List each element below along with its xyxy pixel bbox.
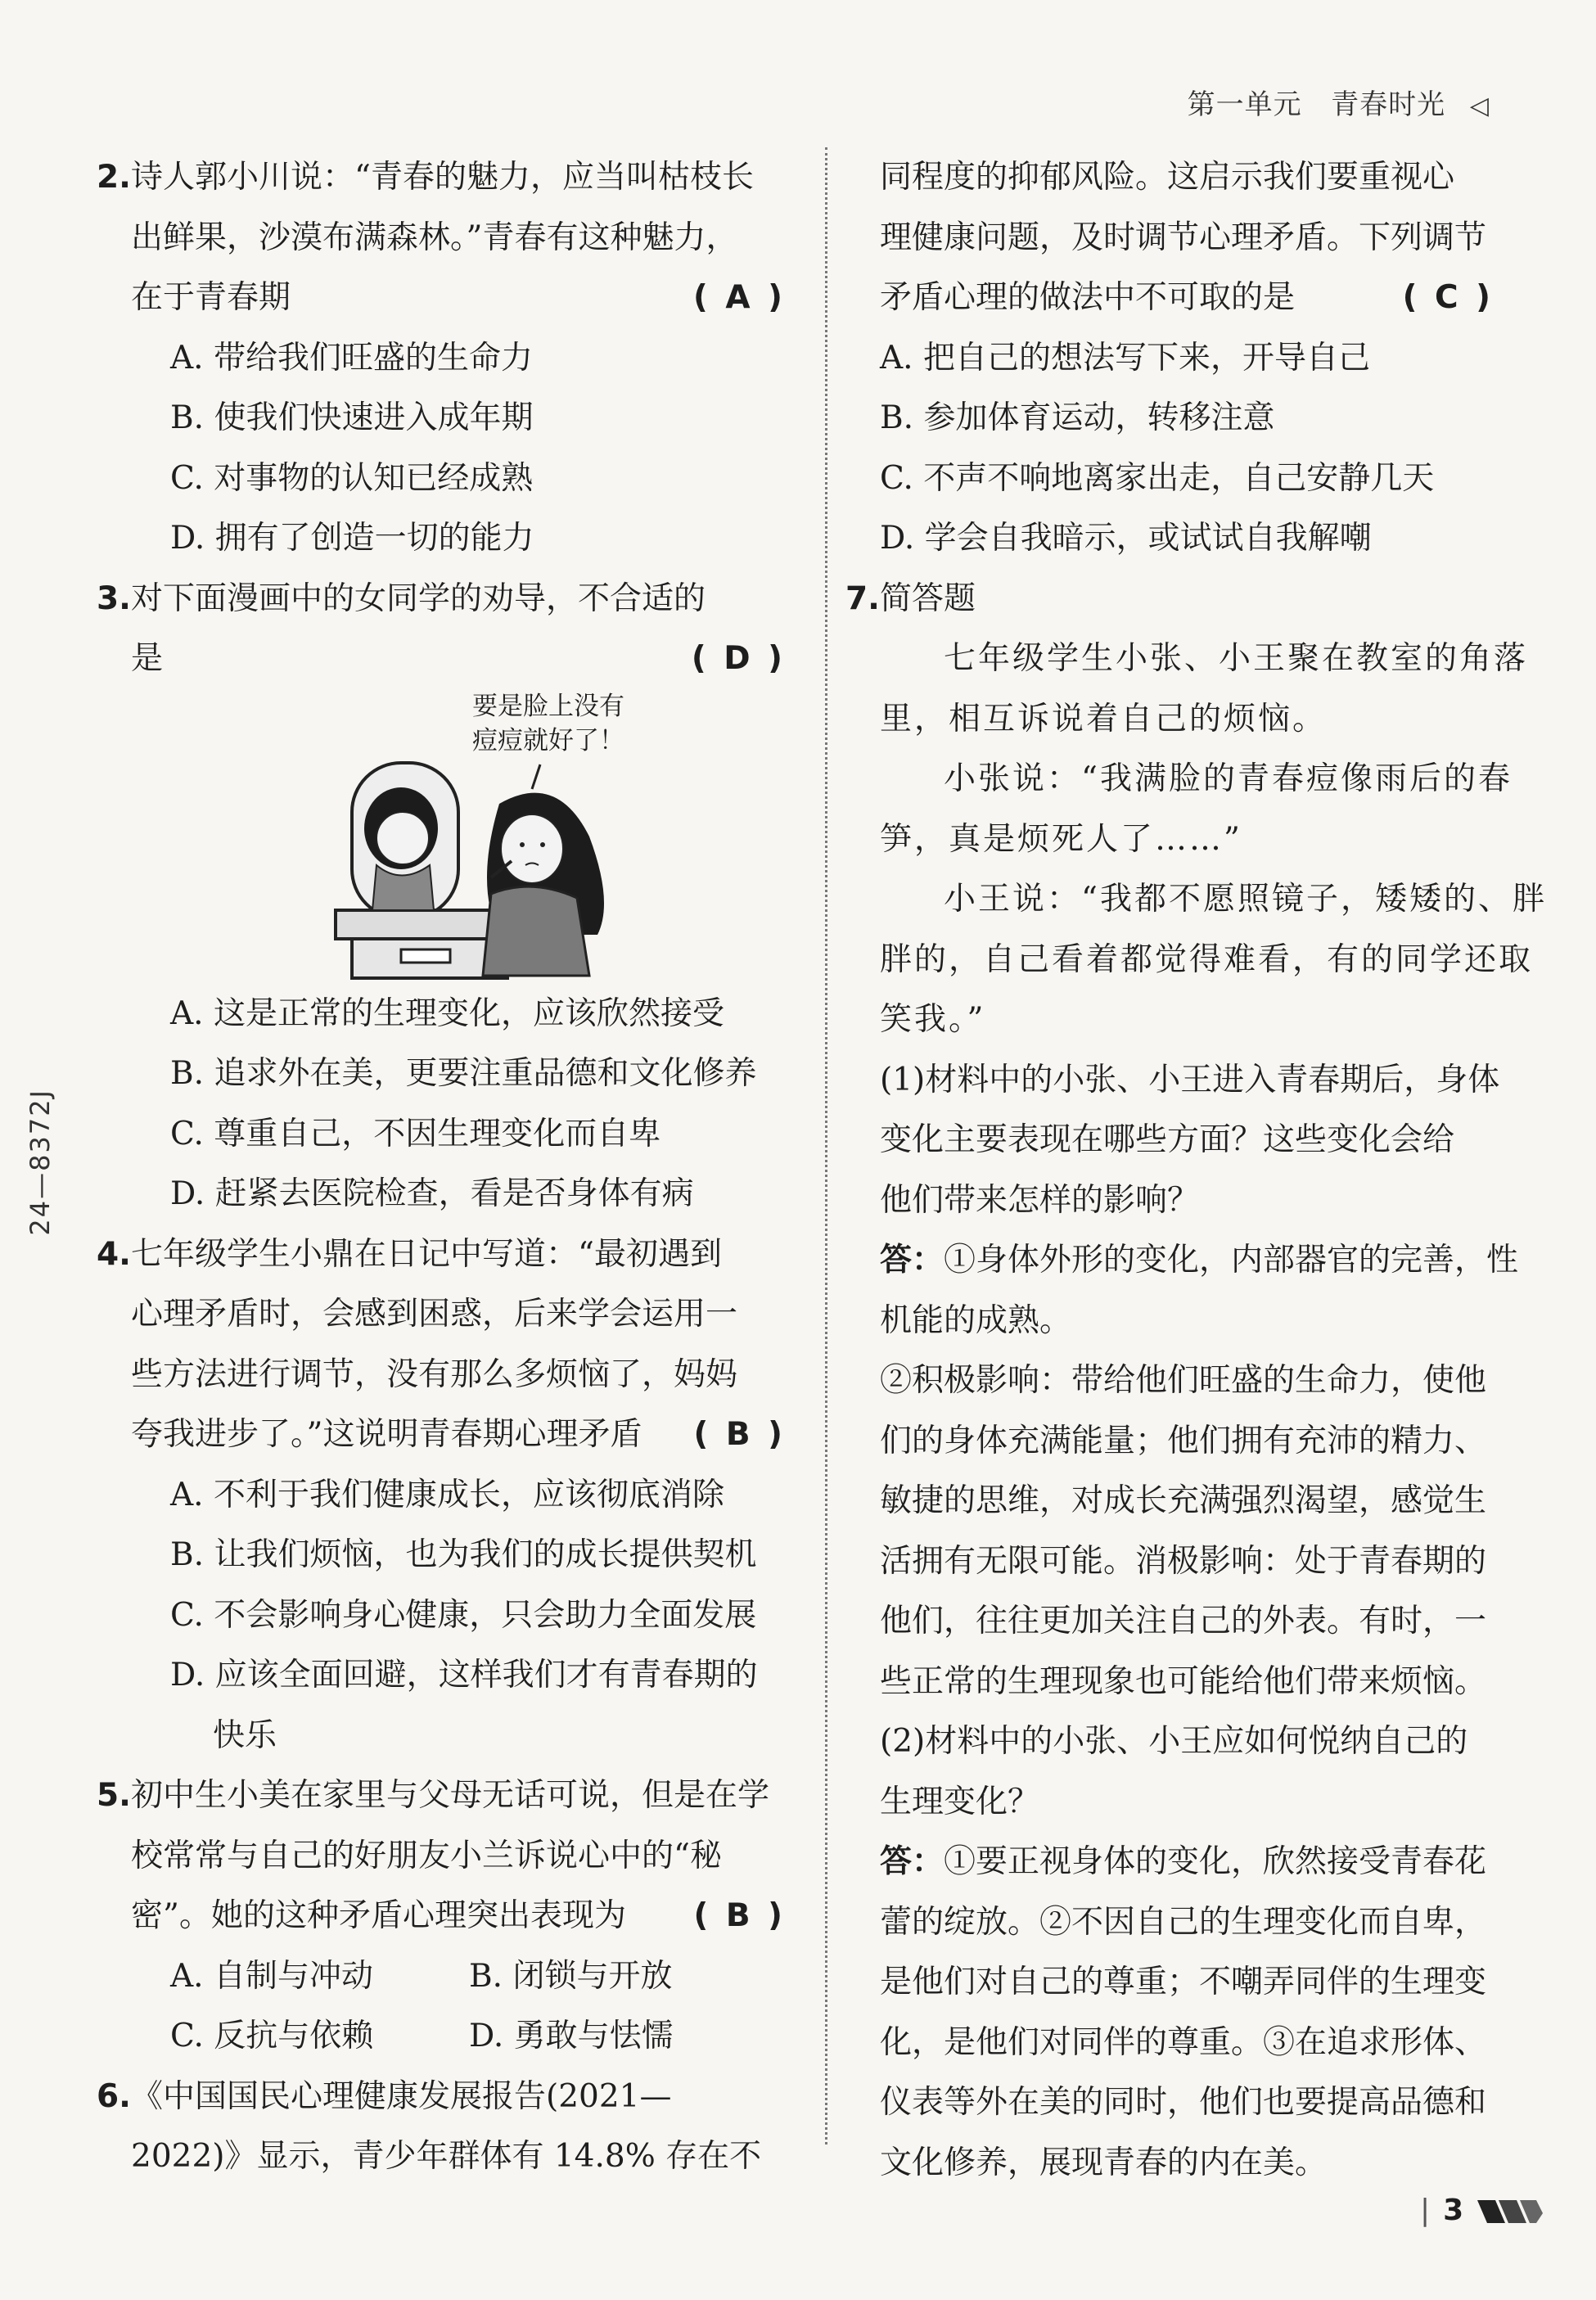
girl-mirror-drawing	[131, 689, 786, 984]
bubble-line: 要是脸上没有	[472, 691, 624, 721]
option: C. 反抗与依赖	[170, 2018, 374, 2054]
question-text: 2022)》显示，青少年群体有 14.8% 存在不	[131, 2138, 762, 2175]
sub-question: 生理变化？	[880, 1783, 1040, 1820]
question-text: 矛盾心理的做法中不可取的是	[880, 279, 1296, 316]
answer-label: 答：	[880, 1242, 945, 1279]
answer-mark: ( A )	[693, 279, 786, 316]
answer-text: 蕾的绽放。②不因自己的生理变化而自卑，	[880, 1903, 1487, 1941]
bubble-line: 痘痘就好了！	[472, 725, 624, 755]
option: D. 学会自我暗示，或试试自我解嘲	[880, 520, 1372, 557]
question-number: 4.	[97, 1235, 131, 1273]
answer-text: 敏捷的思维，对成长充满强烈渴望，感觉生	[880, 1482, 1487, 1519]
question-text: 同程度的抑郁风险。这启示我们要重视心	[880, 159, 1455, 196]
material-text: 笋，真是烦死人了……”	[880, 820, 1242, 858]
question-number: 2.	[97, 159, 131, 196]
question-text: 密”。她的这种矛盾心理突出表现为	[131, 1897, 626, 1934]
question-text: 初中生小美在家里与父母无话可说，但是在学	[131, 1777, 770, 1814]
option: B. 使我们快速进入成年期	[170, 399, 534, 436]
answer-text: 们的身体充满能量；他们拥有充沛的精力、	[880, 1422, 1487, 1459]
answer-text: 活拥有无限可能。消极影响：处于青春期的	[880, 1542, 1487, 1580]
question-number: 7.	[845, 580, 880, 617]
option: A. 把自己的想法写下来，开导自己	[880, 339, 1370, 377]
separator: |	[1420, 2194, 1431, 2227]
page-header	[1188, 82, 1490, 122]
option-continued: 快乐	[213, 1716, 277, 1754]
sub-question: (1)材料中的小张、小王进入青春期后，身体	[880, 1061, 1500, 1098]
question-text: 《中国国民心理健康发展报告(2021—	[131, 2077, 672, 2115]
sub-question: 变化主要表现在哪些方面？这些变化会给	[880, 1121, 1455, 1158]
answer-text: ①要正视身体的变化，欣然接受青春花	[944, 1843, 1487, 1880]
question-7	[845, 569, 1547, 2194]
answer-label: 答：	[880, 1843, 945, 1880]
answer-text: 文化修养，展现青春的内在美。	[880, 2144, 1328, 2181]
answer-text: ②积极影响：带给他们旺盛的生命力，使他	[880, 1362, 1487, 1399]
option: A. 自制与冲动	[170, 1957, 373, 1995]
material-text: 小张说：“我满脸的青春痘像雨后的春	[944, 760, 1513, 797]
question-text: 在于青春期	[131, 279, 291, 316]
question-text: 夸我进步了。”这说明青春期心理矛盾	[131, 1416, 642, 1453]
question-2	[97, 147, 786, 569]
right-column	[845, 147, 1547, 2193]
answer-mark: ( B )	[693, 1416, 786, 1453]
question-text: 些方法进行调节，没有那么多烦恼了，妈妈	[131, 1355, 738, 1393]
question-number: 3.	[97, 580, 131, 617]
option: B. 追求外在美，更要注重品德和文化修养	[170, 1055, 757, 1092]
question-text: 心理矛盾时，会感到困惑，后来学会运用一	[131, 1296, 738, 1333]
question-text: 是	[131, 640, 164, 677]
option: A. 带给我们旺盛的生命力	[170, 339, 533, 377]
answer-text: 仪表等外在美的同时，他们也要提高品德和	[880, 2084, 1487, 2121]
option: D. 勇敢与怯懦	[469, 2018, 674, 2054]
answer-text: 他们，往往更加关注自己的外表。有时，一	[880, 1603, 1487, 1639]
answer-text: ①身体外形的变化，内部器官的完善，性	[944, 1242, 1519, 1279]
option: A. 不利于我们健康成长，应该彻底消除	[170, 1476, 724, 1513]
question-title: 简答题	[880, 580, 976, 617]
option: C. 不声不响地离家出走，自己安静几天	[880, 459, 1435, 497]
question-text: 诗人郭小川说：“青春的魅力，应当叫枯枝长	[131, 159, 754, 196]
sub-question: (2)材料中的小张、小王应如何悦纳自己的	[880, 1723, 1468, 1760]
option: A. 这是正常的生理变化，应该欣然接受	[170, 994, 724, 1032]
option: B. 闭锁与开放	[469, 1957, 673, 1995]
question-text: 理健康问题，及时调节心理矛盾。下列调节	[880, 219, 1487, 256]
answer-text: 是他们对自己的尊重；不嘲弄同伴的生理变	[880, 1964, 1487, 2000]
answer-mark: ( B )	[693, 1897, 786, 1934]
answer-text: 些正常的生理现象也可能给他们带来烦恼。	[880, 1662, 1487, 1700]
material-text: 笑我。”	[880, 1001, 986, 1038]
side-code: 24—8372J	[25, 1089, 56, 1236]
option: B. 参加体育运动，转移注意	[880, 399, 1275, 436]
comic-illustration	[131, 689, 786, 984]
option: C. 对事物的认知已经成熟	[170, 459, 534, 497]
page-number-area	[1420, 2194, 1463, 2227]
answer-text: 机能的成熟。	[880, 1301, 1072, 1339]
question-3	[97, 569, 786, 1224]
unit-label: 第一单元	[1187, 88, 1302, 121]
question-text: 对下面漫画中的女同学的劝导，不合适的	[131, 580, 706, 617]
unit-title: 青春时光	[1331, 88, 1446, 121]
question-number: 6.	[97, 2077, 131, 2115]
question-text: 出鲜果，沙漠布满森林。”青春有这种魅力，	[131, 219, 738, 256]
material-text: 七年级学生小张、小王聚在教室的角落	[944, 640, 1529, 677]
page-number: 3	[1443, 2194, 1464, 2227]
answer-mark: ( C )	[1402, 279, 1494, 316]
footer-stripes-icon	[1477, 2197, 1543, 2226]
column-divider	[825, 147, 827, 2144]
option: D. 应该全面回避，这样我们才有青春期的	[170, 1657, 758, 1693]
answer-mark: ( D )	[691, 640, 786, 677]
material-text: 胖的，自己看着都觉得难看，有的同学还取	[880, 940, 1534, 978]
answer-text: 化，是他们对同伴的尊重。③在追求形体、	[880, 2023, 1487, 2061]
question-number: 5.	[97, 1777, 131, 1814]
question-text: 校常常与自己的好朋友小兰诉说心中的“秘	[131, 1837, 722, 1874]
sub-question: 他们带来怎样的影响？	[880, 1181, 1200, 1219]
option: D. 拥有了创造一切的能力	[170, 520, 534, 557]
question-4	[97, 1224, 786, 1766]
option: C. 不会影响身心健康，只会助力全面发展	[170, 1596, 757, 1634]
material-text: 小王说：“我都不愿照镜子，矮矮的、胖	[944, 881, 1547, 918]
option: D. 赶紧去医院检查，看是否身体有病	[170, 1175, 694, 1212]
option: B. 让我们烦恼，也为我们的成长提供契机	[170, 1536, 757, 1573]
option: C. 尊重自己，不因生理变化而自卑	[170, 1115, 661, 1152]
material-text: 里，相互诉说着自己的烦恼。	[880, 700, 1328, 737]
question-text: 七年级学生小鼎在日记中写道：“最初遇到	[131, 1235, 722, 1273]
question-6	[97, 2067, 786, 2187]
triangle-left-icon: ◁	[1469, 92, 1490, 120]
left-column	[97, 147, 786, 2187]
question-5	[97, 1766, 786, 2067]
